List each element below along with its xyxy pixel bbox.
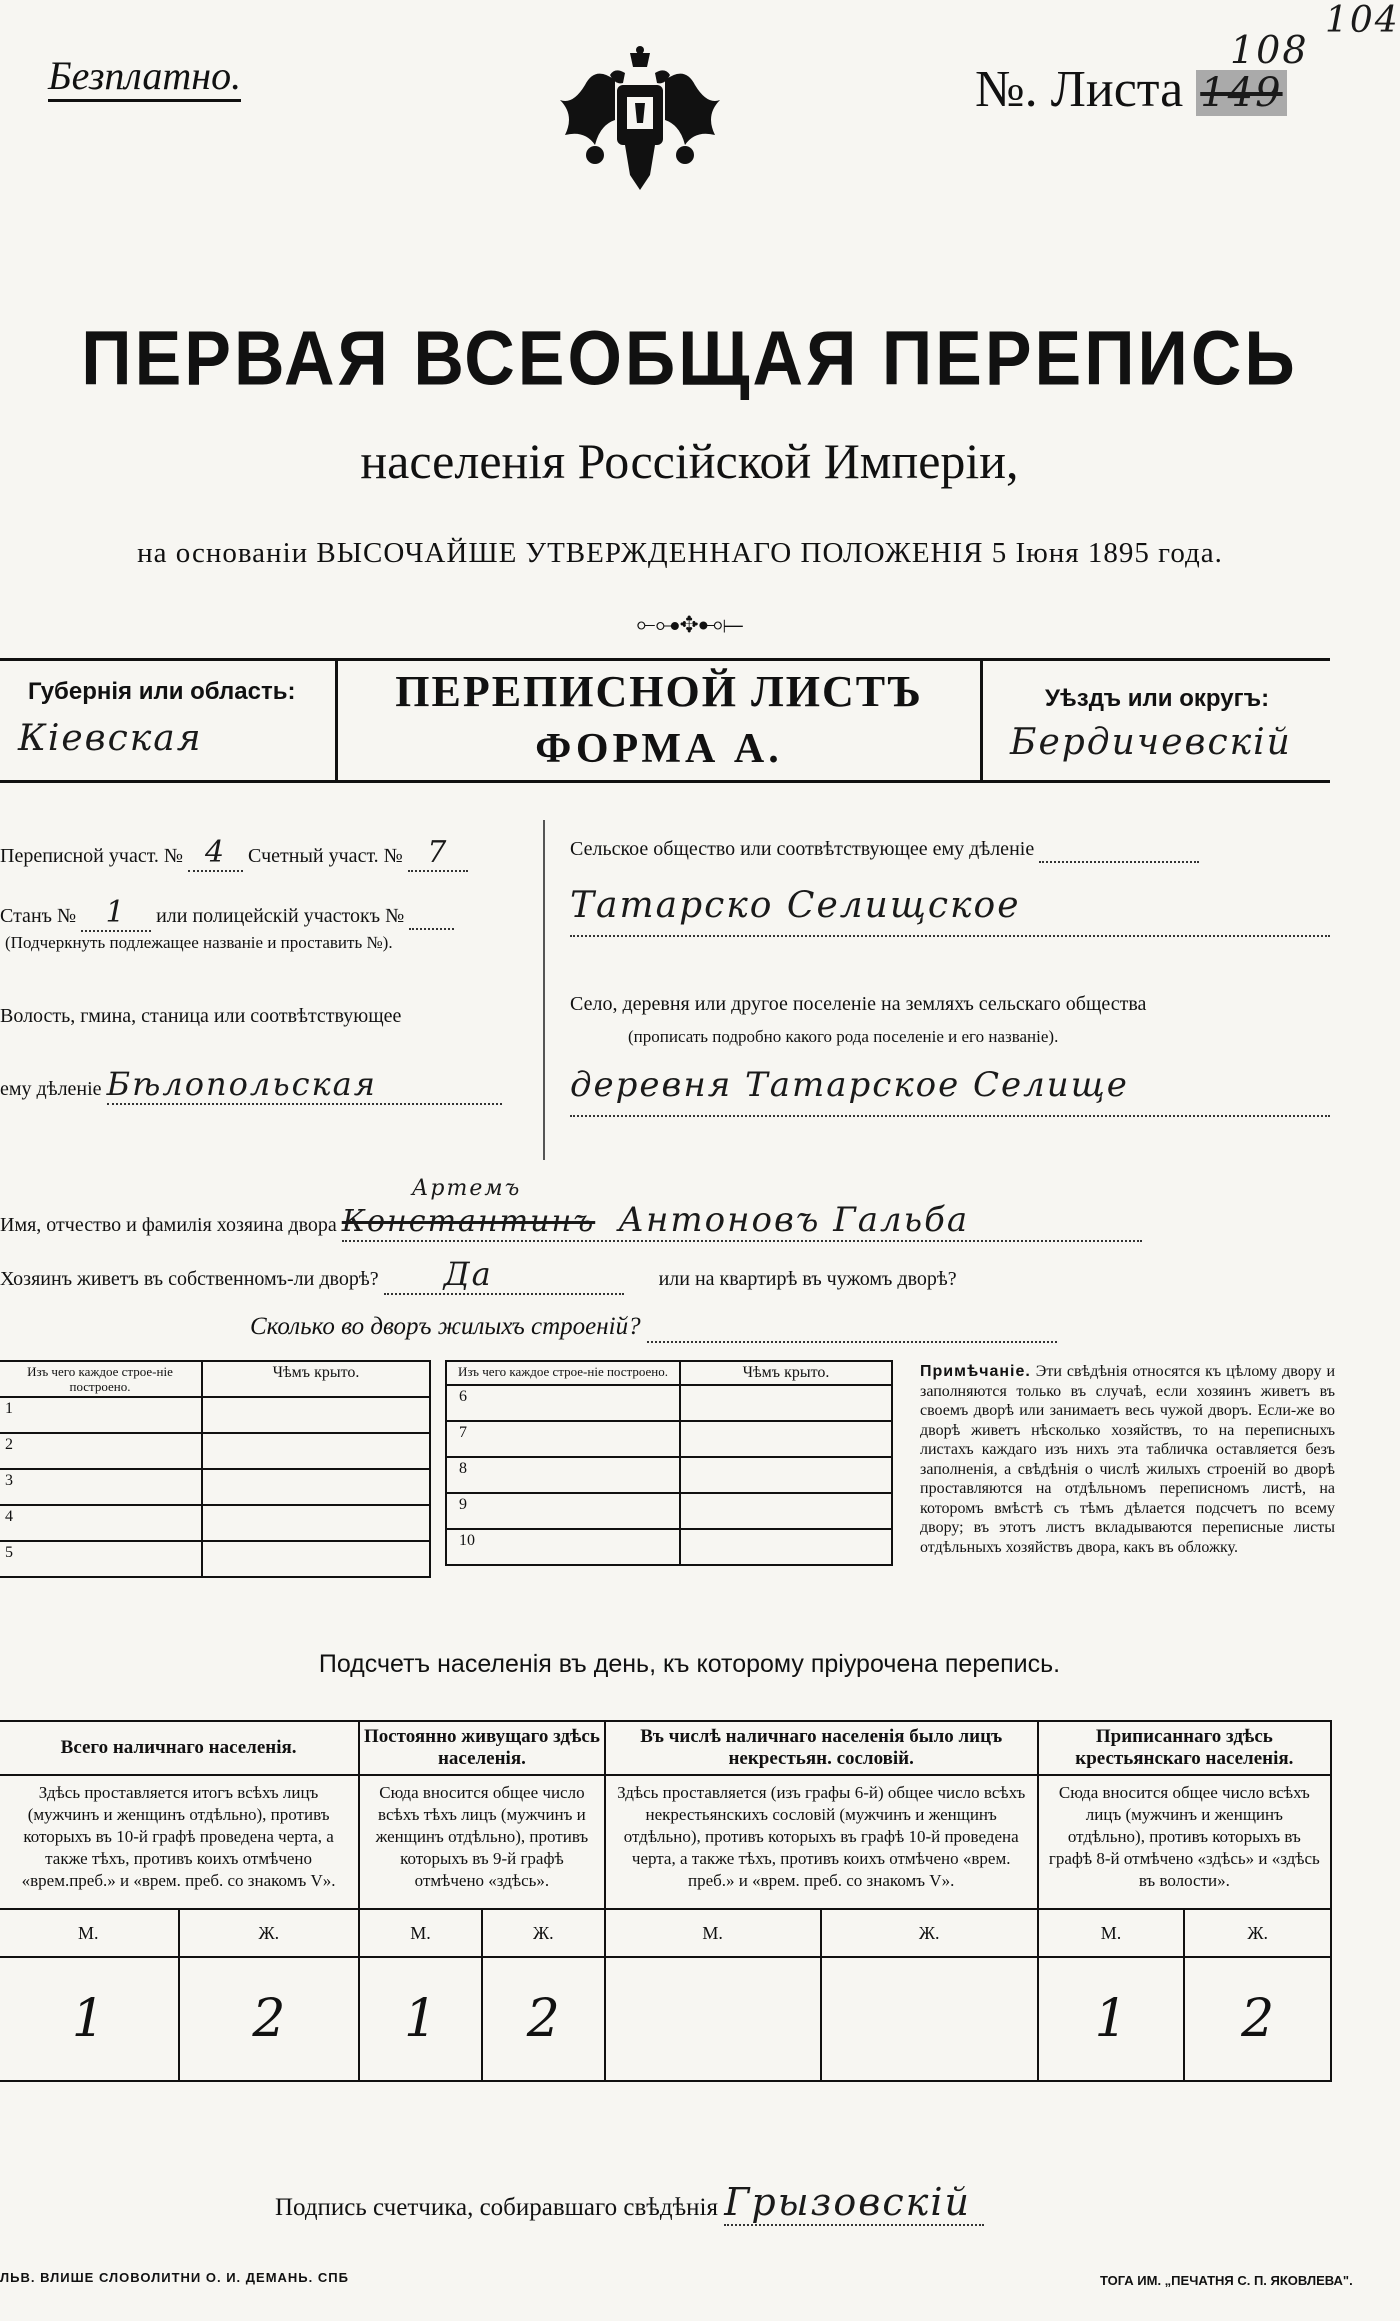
census-district-row (0, 835, 515, 872)
counting-district-value: 7 (408, 835, 468, 872)
census-district-value: 4 (188, 835, 243, 872)
buildings-roof-9 (680, 1493, 892, 1529)
society-label: Сельское общество или соотвѣтствующее ему дѣленіе (570, 838, 1035, 860)
tally-col4-f-value: 2 (1184, 1957, 1331, 2081)
sheet-label-text: №. Листа (975, 61, 1184, 118)
free-label: Безплатно. (48, 52, 241, 102)
gubernia-value: Кіевская (18, 718, 203, 759)
tally-col1-f-label: Ж. (179, 1909, 360, 1957)
buildings-roof-8 (680, 1457, 892, 1493)
tally-col4-desc: Сюда вносится общее число всѣхъ лицъ (мужчинъ и женщинъ отдѣльно), противъ которыхъ въ графѣ 8-й отмѣчено «здѣсь» и «здѣсь въ волости». (1038, 1775, 1331, 1909)
tally-col2-header: Постоянно живущаго здѣсь населенія. (359, 1721, 604, 1775)
sheet-number-crossed: 149 (1196, 70, 1286, 116)
tally-col3-desc: Здѣсь проставляется (изъ графы 6-й) общее число всѣхъ некрестьянскихъ сословій (мужчинъ и женщинъ отдѣльно), противъ которыхъ въ графѣ 10-й проведена черта, а также тѣхъ, противъ коихъ отмѣчено «врем. преб.» и «врем. преб. со знакомъ V». (605, 1775, 1038, 1909)
stan-label: Станъ № (0, 905, 77, 927)
buildings-roof-5 (202, 1541, 430, 1577)
tally-table (0, 1720, 1332, 2082)
page-subtitle: населенія Россійской Имперіи, (360, 433, 1019, 489)
volost-label-2: ему дѣленіе (0, 1078, 102, 1100)
buildings-row-6: 6 (446, 1385, 680, 1421)
imprint-right: ТОГА ИМ. „ПЕЧАТНЯ С. П. ЯКОВЛЕВА". (1100, 2273, 1353, 2288)
tally-col2-m-value: 1 (359, 1957, 482, 2081)
owner-row (0, 1176, 1330, 1242)
buildings-roof-10 (680, 1529, 892, 1565)
signature-label: Подпись счетчика, собиравшаго свѣдѣнія (275, 2194, 718, 2221)
corner-page-number: 104 (1325, 0, 1400, 41)
buildings-col-material-2: Изъ чего каждое строе-ніе построено. (446, 1361, 680, 1385)
tally-col2-f-value: 2 (482, 1957, 605, 2081)
buildings-col-material: Изъ чего каждое строе-ніе построено. (0, 1361, 202, 1397)
owner-name-value: Антоновъ Гальба (618, 1200, 970, 1240)
volost-value: Бѣлопольская (107, 1065, 502, 1105)
village-note: (прописать подробно какого рода поселеніе и его названіе). (628, 1027, 1059, 1046)
tally-col3-f-label: Ж. (821, 1909, 1038, 1957)
buildings-roof-1 (202, 1397, 430, 1433)
basis-line: на основаніи ВЫСОЧАЙШЕ УТВЕРЖДЕННАГО ПОЛОЖЕНІЯ 5 Іюня 1895 года. (137, 537, 1223, 569)
owner-name-crossed: Константинъ (341, 1204, 596, 1239)
village-label: Село, деревня или другое поселеніе на земляхъ сельскаго общества (570, 993, 1147, 1015)
buildings-roof-3 (202, 1469, 430, 1505)
middle-divider (543, 820, 545, 1160)
stan-row (0, 895, 515, 932)
buildings-question: Сколько во дворъ жилыхъ строеній? (250, 1313, 641, 1340)
box-top-border (0, 658, 1330, 661)
gubernia-label: Губернія или область: (28, 678, 296, 705)
society-row (570, 838, 1330, 863)
own-yard-row (0, 1255, 1330, 1295)
tally-col2-desc: Сюда вносится общее число всѣхъ тѣхъ лицъ (мужчинъ и женщинъ отдѣльно), противъ которыхъ въ 9-й графѣ отмѣчено «здѣсь». (359, 1775, 604, 1909)
form-subtitle: ФОРМА А. (535, 726, 783, 772)
tally-col3-m-label: М. (605, 1909, 821, 1957)
sheet-number-handwritten: 108 (1230, 28, 1309, 72)
tally-col1-desc: Здѣсь проставляется итогъ всѣхъ лицъ (мужчинъ и женщинъ отдѣльно), противъ которыхъ въ 10-й графѣ проведена черта, а также тѣхъ, противъ коихъ отмѣчено «врем.преб.» и «врем. преб. со знакомъ V». (0, 1775, 359, 1909)
buildings-question-row (250, 1313, 1330, 1343)
signature-value: Грызовскій (724, 2180, 984, 2226)
buildings-answer-line (647, 1313, 1057, 1343)
buildings-roof-2 (202, 1433, 430, 1469)
buildings-row-10: 10 (446, 1529, 680, 1565)
buildings-row-5: 5 (0, 1541, 202, 1577)
ornament-divider: ⟜⊶✥⊷⟝ (636, 612, 744, 638)
owner-name-field (341, 1176, 1142, 1242)
tally-col2-f-label: Ж. (482, 1909, 605, 1957)
uezd-value: Бердичевскій (1010, 722, 1292, 763)
page-title: ПЕРВАЯ ВСЕОБЩАЯ ПЕРЕПИСЬ (81, 315, 1298, 401)
buildings-row-1: 1 (0, 1397, 202, 1433)
tally-col3-header: Въ числѣ наличнаго населенія было лицъ некрестьян. сословій. (605, 1721, 1038, 1775)
tally-col4-m-value: 1 (1038, 1957, 1185, 2081)
footnote (920, 1362, 1335, 1557)
buildings-roof-7 (680, 1421, 892, 1457)
signature-row (275, 2180, 984, 2226)
tally-col1-m-value: 1 (0, 1957, 179, 2081)
buildings-col-roof-2: Чѣмъ крыто. (680, 1361, 892, 1385)
buildings-roof-4 (202, 1505, 430, 1541)
tally-col1-f-value: 2 (179, 1957, 360, 2081)
footnote-text: Эти свѣдѣнія относятся къ цѣлому двору и заполняются только въ случаѣ, если хозяинъ живетъ въ своемъ дворѣ или занимаетъ весь чужой дворъ. Если-же во дворѣ живетъ нѣсколько хозяйствъ, то на переписныхъ листахъ каждаго изъ нихъ эта табличка оставляется безъ заполненія, а свѣдѣнія о числѣ жилыхъ строеній во дворѣ проставляются на отдѣльномъ переписномъ листѣ, на которомъ вмѣстѣ съ тѣмъ дѣлается подсчетъ по всему двору; въ этотъ листъ вкладываются переписные листы отдѣльныхъ хозяйствъ двора, какъ въ обложку. (920, 1363, 1336, 1556)
society-value: Татарско Селищское (570, 885, 1330, 937)
uezd-label: Уѣздъ или округъ: (1045, 685, 1270, 712)
buildings-row-7: 7 (446, 1421, 680, 1457)
tally-col4-f-label: Ж. (1184, 1909, 1331, 1957)
buildings-table-right (445, 1360, 893, 1566)
buildings-row-2: 2 (0, 1433, 202, 1469)
buildings-table-left (0, 1360, 431, 1578)
buildings-col-roof: Чѣмъ крыто. (202, 1361, 430, 1397)
police-label: или полицейскій участокъ № (156, 905, 405, 927)
village-value: деревня Татарское Селище (570, 1065, 1330, 1117)
tally-col4-header: Приписаннаго здѣсь крестьянскаго населенія. (1038, 1721, 1331, 1775)
buildings-row-9: 9 (446, 1493, 680, 1529)
tally-col2-m-label: М. (359, 1909, 482, 1957)
left-note: (Подчеркнуть подлежащее названіе и проставить №). (5, 933, 393, 952)
volost-label: Волость, гмина, станица или соотвѣтствующее (0, 1005, 402, 1027)
form-title: ПЕРЕПИСНОЙ ЛИСТЪ (395, 667, 923, 716)
box-bottom-border (0, 780, 1330, 783)
tally-col1-header: Всего наличнаго населенія. (0, 1721, 359, 1775)
police-value-line (409, 905, 454, 930)
tally-col3-f-value (821, 1957, 1038, 2081)
stan-value: 1 (81, 895, 151, 932)
tally-col3-m-value (605, 1957, 821, 2081)
apartment-label: или на квартирѣ въ чужомъ дворѣ? (658, 1268, 957, 1290)
buildings-roof-6 (680, 1385, 892, 1421)
tally-title: Подсчетъ населенія въ день, къ которому пріурочена перепись. (318, 1650, 1061, 1678)
owner-name-inserted: Артемъ (411, 1176, 522, 1201)
imprint-left: ЛЬВ. ВЛИШЕ СЛОВОЛИТНИ О. И. ДЕМАНЬ. СПБ (0, 2270, 349, 2285)
buildings-row-3: 3 (0, 1469, 202, 1505)
counting-district-label: Счетный участ. № (248, 845, 403, 867)
footnote-title: Примѣчаніе. (920, 1363, 1031, 1380)
buildings-row-8: 8 (446, 1457, 680, 1493)
society-line (1039, 838, 1199, 863)
coat-of-arms-emblem (555, 45, 725, 195)
own-yard-label: Хозяинъ живетъ въ собственномъ-ли дворѣ? (0, 1268, 379, 1290)
buildings-row-4: 4 (0, 1505, 202, 1541)
tally-col1-m-label: М. (0, 1909, 179, 1957)
volost-row (0, 1065, 515, 1105)
tally-col4-m-label: М. (1038, 1909, 1185, 1957)
own-yard-value: Да (384, 1255, 624, 1295)
owner-name-label: Имя, отчество и фамилія хозяина двора (0, 1214, 337, 1236)
box-divider-right (980, 658, 983, 780)
census-district-label: Переписной участ. № (0, 845, 184, 867)
